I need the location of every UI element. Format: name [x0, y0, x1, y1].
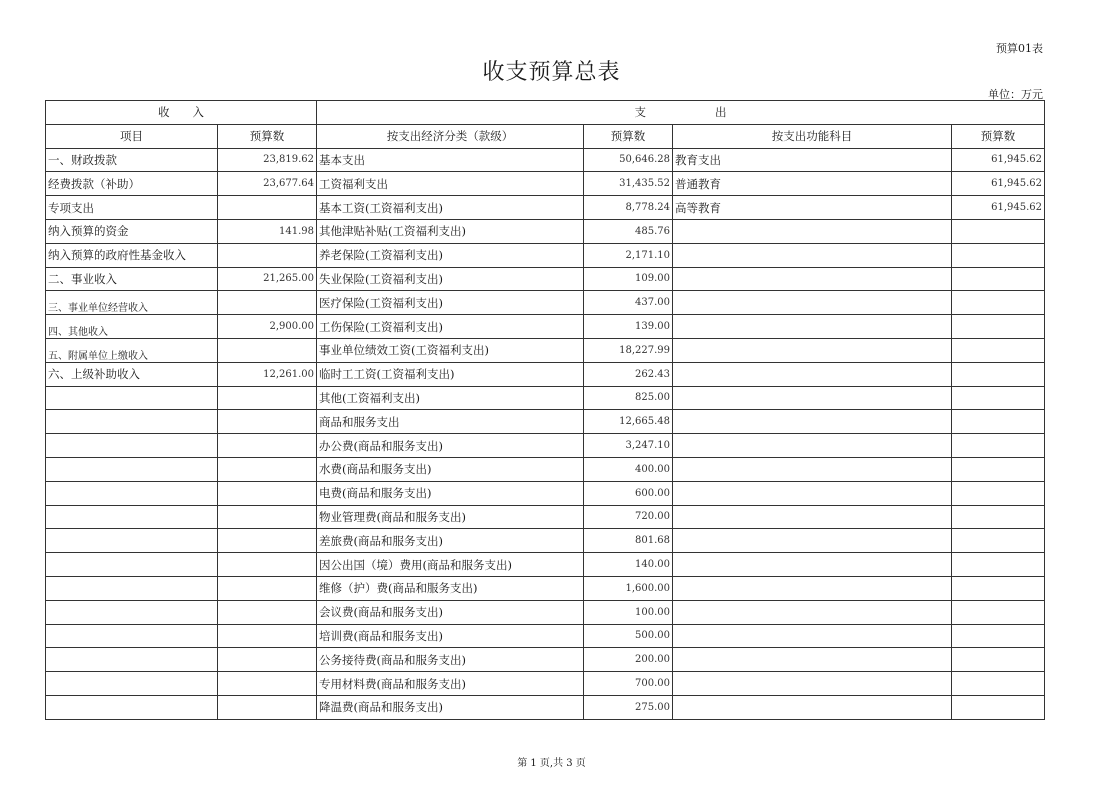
econ-item-cell: 其他津贴补贴(工资福利支出) — [317, 219, 584, 243]
income-item-cell — [46, 695, 218, 719]
income-amount-cell — [218, 505, 317, 529]
econ-item-cell: 事业单位绩效工资(工资福利支出) — [317, 338, 584, 362]
income-amount-cell — [218, 196, 317, 220]
func-amount-cell — [952, 291, 1045, 315]
income-item-cell — [46, 648, 218, 672]
econ-amount-cell: 600.00 — [584, 481, 673, 505]
table-row — [46, 338, 1045, 362]
income-item-cell — [46, 529, 218, 553]
income-amount-cell: 2,900.00 — [218, 315, 317, 339]
table-row — [46, 172, 1045, 196]
econ-item-cell: 物业管理费(商品和服务支出) — [317, 505, 584, 529]
func-amount-cell — [952, 553, 1045, 577]
econ-item-cell: 失业保险(工资福利支出) — [317, 267, 584, 291]
income-item-cell: 四、其他收入 — [46, 315, 218, 339]
income-item-cell — [46, 457, 218, 481]
func-item-cell — [673, 362, 952, 386]
econ-item-cell: 工伤保险(工资福利支出) — [317, 315, 584, 339]
income-amount-cell — [218, 553, 317, 577]
table-row — [46, 695, 1045, 719]
page-title: 收支预算总表 — [482, 60, 621, 85]
income-item-cell — [46, 672, 218, 696]
func-amount-cell — [952, 243, 1045, 267]
econ-amount-cell: 139.00 — [584, 315, 673, 339]
func-amount-cell — [952, 624, 1045, 648]
func-item-cell — [673, 386, 952, 410]
econ-amount-cell: 100.00 — [584, 600, 673, 624]
econ-item-cell: 其他(工资福利支出) — [317, 386, 584, 410]
func-item-cell — [673, 553, 952, 577]
income-item-cell: 六、上级补助收入 — [46, 362, 218, 386]
econ-amount-cell: 8,778.24 — [584, 196, 673, 220]
table-row — [46, 624, 1045, 648]
func-item-cell — [673, 672, 952, 696]
econ-amount-cell: 700.00 — [584, 672, 673, 696]
econ-item-cell: 专用材料费(商品和服务支出) — [317, 672, 584, 696]
income-amount-cell — [218, 529, 317, 553]
income-amount-cell — [218, 434, 317, 458]
income-header: 收 入 — [46, 101, 317, 125]
econ-amount-cell: 275.00 — [584, 695, 673, 719]
econ-item-cell: 临时工工资(工资福利支出) — [317, 362, 584, 386]
func-item-cell — [673, 576, 952, 600]
econ-amount-cell: 18,227.99 — [584, 338, 673, 362]
income-amount-cell: 23,819.62 — [218, 148, 317, 172]
income-item-cell: 纳入预算的资金 — [46, 219, 218, 243]
func-item-cell — [673, 457, 952, 481]
table-row — [46, 600, 1045, 624]
income-item-cell: 经费拨款（补助） — [46, 172, 218, 196]
func-amount-cell — [952, 219, 1045, 243]
func-item-cell — [673, 624, 952, 648]
func-amount-cell — [952, 386, 1045, 410]
func-item-cell — [673, 291, 952, 315]
income-amount-cell — [218, 695, 317, 719]
col-header-func: 按支出功能科目 — [673, 124, 952, 148]
econ-amount-cell: 500.00 — [584, 624, 673, 648]
econ-amount-cell: 50,646.28 — [584, 148, 673, 172]
func-amount-cell — [952, 315, 1045, 339]
table-row — [46, 434, 1045, 458]
econ-amount-cell: 200.00 — [584, 648, 673, 672]
func-amount-cell: 61,945.62 — [952, 148, 1045, 172]
func-item-cell — [673, 695, 952, 719]
econ-amount-cell: 262.43 — [584, 362, 673, 386]
income-amount-cell — [218, 481, 317, 505]
col-header-econ-amount: 预算数 — [584, 124, 673, 148]
econ-amount-cell: 109.00 — [584, 267, 673, 291]
econ-amount-cell: 801.68 — [584, 529, 673, 553]
col-header-func-amount: 预算数 — [952, 124, 1045, 148]
budget-table — [45, 100, 1045, 720]
table-row — [46, 315, 1045, 339]
form-code: 预算01表 — [996, 42, 1043, 55]
econ-amount-cell: 720.00 — [584, 505, 673, 529]
func-amount-cell — [952, 648, 1045, 672]
table-row — [46, 648, 1045, 672]
income-amount-cell: 141.98 — [218, 219, 317, 243]
func-item-cell — [673, 648, 952, 672]
income-item-cell — [46, 410, 218, 434]
econ-item-cell: 基本工资(工资福利支出) — [317, 196, 584, 220]
econ-item-cell: 降温费(商品和服务支出) — [317, 695, 584, 719]
table-row — [46, 672, 1045, 696]
func-item-cell — [673, 243, 952, 267]
econ-amount-cell: 12,665.48 — [584, 410, 673, 434]
econ-amount-cell: 825.00 — [584, 386, 673, 410]
econ-item-cell: 电费(商品和服务支出) — [317, 481, 584, 505]
income-item-cell — [46, 386, 218, 410]
econ-amount-cell: 437.00 — [584, 291, 673, 315]
income-item-cell — [46, 600, 218, 624]
econ-amount-cell: 1,600.00 — [584, 576, 673, 600]
table-row — [46, 291, 1045, 315]
econ-item-cell: 培训费(商品和服务支出) — [317, 624, 584, 648]
func-amount-cell — [952, 600, 1045, 624]
func-item-cell — [673, 434, 952, 458]
econ-item-cell: 办公费(商品和服务支出) — [317, 434, 584, 458]
econ-item-cell: 公务接待费(商品和服务支出) — [317, 648, 584, 672]
table-row — [46, 386, 1045, 410]
table-row — [46, 553, 1045, 577]
table-row — [46, 267, 1045, 291]
income-item-cell — [46, 576, 218, 600]
income-amount-cell — [218, 291, 317, 315]
func-amount-cell: 61,945.62 — [952, 196, 1045, 220]
econ-amount-cell: 31,435.52 — [584, 172, 673, 196]
unit-label: 单位：万元 — [988, 88, 1043, 101]
income-amount-cell — [218, 624, 317, 648]
econ-item-cell: 基本支出 — [317, 148, 584, 172]
econ-amount-cell: 400.00 — [584, 457, 673, 481]
func-item-cell — [673, 481, 952, 505]
income-amount-cell — [218, 672, 317, 696]
func-amount-cell — [952, 362, 1045, 386]
table-row — [46, 410, 1045, 434]
func-item-cell — [673, 219, 952, 243]
func-amount-cell — [952, 434, 1045, 458]
header-row-group — [46, 101, 1045, 125]
func-item-cell: 教育支出 — [673, 148, 952, 172]
func-amount-cell — [952, 672, 1045, 696]
func-amount-cell — [952, 410, 1045, 434]
econ-item-cell: 医疗保险(工资福利支出) — [317, 291, 584, 315]
func-item-cell — [673, 600, 952, 624]
econ-item-cell: 维修（护）费(商品和服务支出) — [317, 576, 584, 600]
func-item-cell — [673, 267, 952, 291]
table-row — [46, 505, 1045, 529]
income-amount-cell — [218, 648, 317, 672]
income-item-cell — [46, 481, 218, 505]
income-amount-cell — [218, 600, 317, 624]
func-amount-cell — [952, 505, 1045, 529]
func-item-cell — [673, 505, 952, 529]
econ-amount-cell: 140.00 — [584, 553, 673, 577]
func-item-cell — [673, 338, 952, 362]
income-item-cell: 专项支出 — [46, 196, 218, 220]
header-row-columns — [46, 124, 1045, 148]
col-header-item: 项目 — [46, 124, 218, 148]
func-amount-cell: 61,945.62 — [952, 172, 1045, 196]
income-amount-cell — [218, 410, 317, 434]
income-amount-cell — [218, 243, 317, 267]
table-row — [46, 576, 1045, 600]
income-item-cell — [46, 553, 218, 577]
econ-item-cell: 工资福利支出 — [317, 172, 584, 196]
page-footer: 第 1 页,共 3 页 — [517, 758, 586, 769]
income-amount-cell — [218, 386, 317, 410]
income-item-cell: 一、财政拨款 — [46, 148, 218, 172]
econ-amount-cell: 485.76 — [584, 219, 673, 243]
econ-amount-cell: 2,171.10 — [584, 243, 673, 267]
income-amount-cell — [218, 338, 317, 362]
table-row — [46, 148, 1045, 172]
table-row — [46, 457, 1045, 481]
func-amount-cell — [952, 338, 1045, 362]
econ-item-cell: 因公出国（境）费用(商品和服务支出) — [317, 553, 584, 577]
econ-item-cell: 水费(商品和服务支出) — [317, 457, 584, 481]
table-row — [46, 196, 1045, 220]
econ-item-cell: 差旅费(商品和服务支出) — [317, 529, 584, 553]
econ-amount-cell: 3,247.10 — [584, 434, 673, 458]
econ-item-cell: 商品和服务支出 — [317, 410, 584, 434]
func-item-cell — [673, 529, 952, 553]
income-amount-cell: 23,677.64 — [218, 172, 317, 196]
col-header-econ: 按支出经济分类（款级） — [317, 124, 584, 148]
income-item-cell: 纳入预算的政府性基金收入 — [46, 243, 218, 267]
table-row — [46, 362, 1045, 386]
income-amount-cell: 21,265.00 — [218, 267, 317, 291]
func-amount-cell — [952, 481, 1045, 505]
income-item-cell — [46, 624, 218, 648]
income-item-cell — [46, 434, 218, 458]
income-item-cell: 二、事业收入 — [46, 267, 218, 291]
table-row — [46, 481, 1045, 505]
func-amount-cell — [952, 457, 1045, 481]
table-row — [46, 243, 1045, 267]
func-item-cell: 普通教育 — [673, 172, 952, 196]
table-row — [46, 219, 1045, 243]
econ-item-cell: 会议费(商品和服务支出) — [317, 600, 584, 624]
table-row — [46, 529, 1045, 553]
econ-item-cell: 养老保险(工资福利支出) — [317, 243, 584, 267]
income-amount-cell: 12,261.00 — [218, 362, 317, 386]
func-item-cell — [673, 410, 952, 434]
func-amount-cell — [952, 267, 1045, 291]
income-amount-cell — [218, 457, 317, 481]
func-item-cell: 高等教育 — [673, 196, 952, 220]
expense-header: 支 出 — [317, 101, 1045, 125]
func-amount-cell — [952, 695, 1045, 719]
income-item-cell: 五、附属单位上缴收入 — [46, 338, 218, 362]
income-item-cell — [46, 505, 218, 529]
func-amount-cell — [952, 529, 1045, 553]
func-amount-cell — [952, 576, 1045, 600]
func-item-cell — [673, 315, 952, 339]
income-item-cell: 三、事业单位经营收入 — [46, 291, 218, 315]
income-amount-cell — [218, 576, 317, 600]
col-header-income-amount: 预算数 — [218, 124, 317, 148]
